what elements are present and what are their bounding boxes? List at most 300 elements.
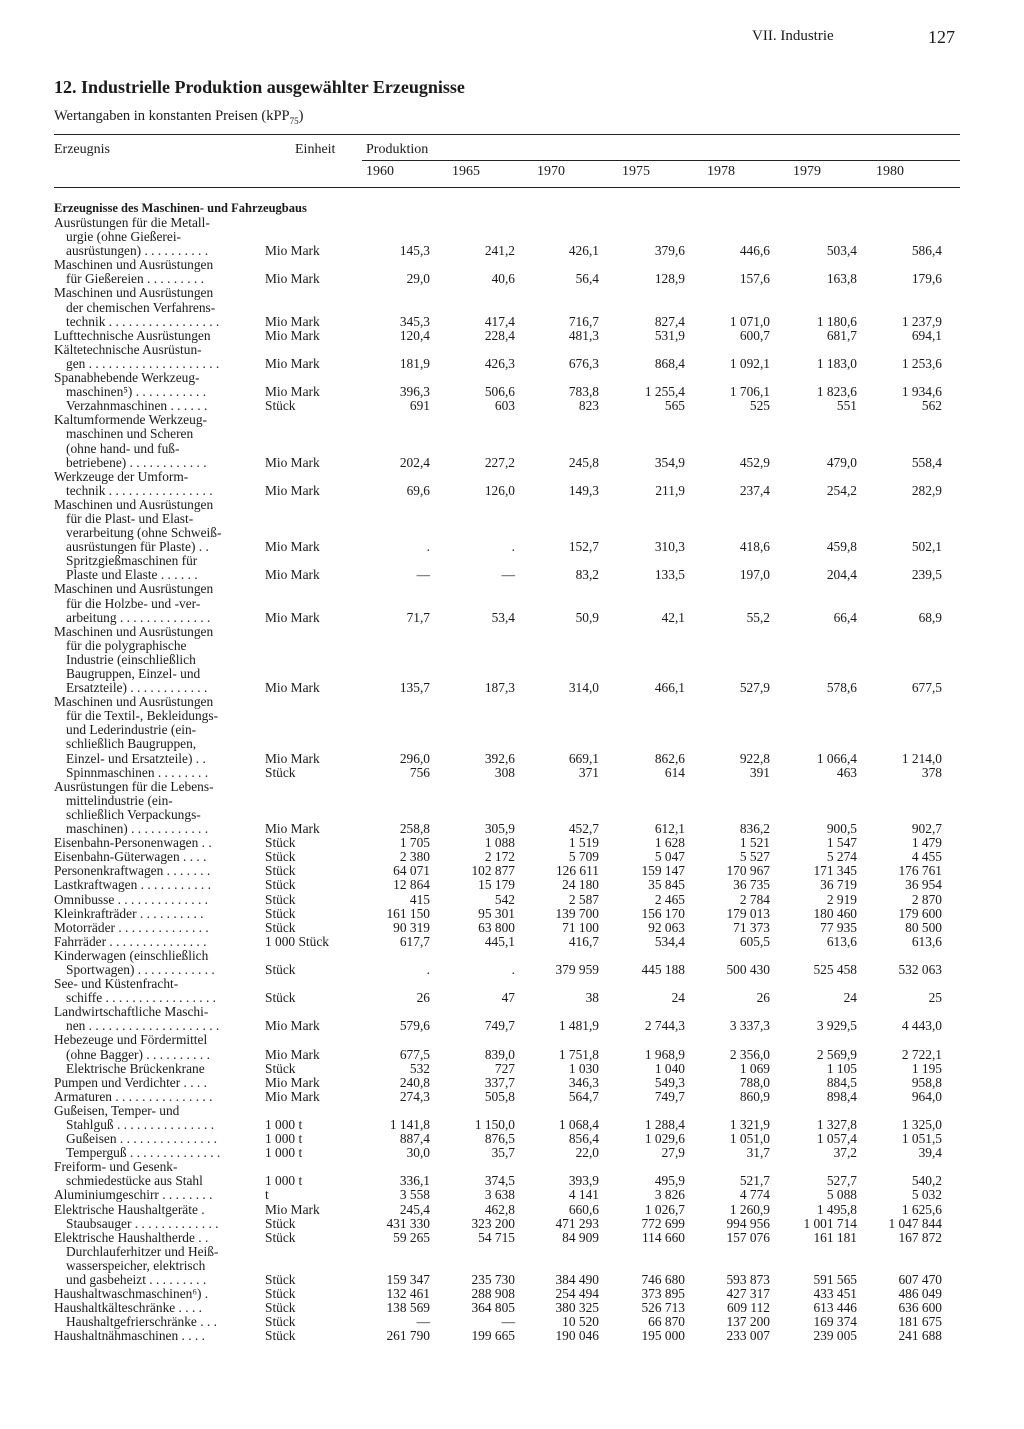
cell-value: 138 569 bbox=[386, 1300, 430, 1316]
row-label: Spanabhebende Werkzeug- bbox=[54, 370, 200, 386]
cell-value: 445 188 bbox=[641, 961, 685, 977]
row-label: Freiform- und Gesenk- bbox=[54, 1159, 178, 1175]
cell-value: 371 bbox=[578, 764, 599, 780]
row-label: schmiedestücke aus Stahl bbox=[66, 1173, 203, 1189]
subtitle-subscript: 75 bbox=[289, 115, 299, 126]
cell-value: 1 030 bbox=[568, 1060, 599, 1076]
cell-value: 83,2 bbox=[575, 567, 599, 583]
table-row bbox=[0, 1301, 1024, 1315]
table-row-continuation bbox=[0, 991, 1024, 1005]
cell-value: 902,7 bbox=[911, 821, 942, 837]
row-label: urgie (ohne Gießerei- bbox=[66, 229, 182, 245]
cell-value: 694,1 bbox=[911, 327, 942, 343]
column-header-product: Erzeugnis bbox=[54, 142, 110, 157]
row-label: Durchlauferhitzer und Heiß- bbox=[66, 1243, 219, 1259]
table-row-continuation bbox=[0, 963, 1024, 977]
year-header: 1965 bbox=[452, 164, 480, 179]
cell-value: 526 713 bbox=[641, 1300, 685, 1316]
cell-value: 169 374 bbox=[813, 1314, 857, 1330]
row-label: Haushaltgefrierschränke . . . bbox=[66, 1314, 217, 1330]
cell-value: 310,3 bbox=[654, 539, 685, 555]
cell-value: 161 181 bbox=[813, 1229, 857, 1245]
row-label: Eisenbahn-Güterwagen . . . . bbox=[54, 849, 207, 865]
cell-value: 163,8 bbox=[826, 271, 857, 287]
row-label: Maschinen und Ausrüstungen bbox=[54, 581, 214, 597]
table-row-continuation bbox=[0, 1174, 1024, 1188]
cell-value: 887,4 bbox=[399, 1131, 430, 1147]
cell-value: 380 325 bbox=[555, 1300, 599, 1316]
cell-value: . bbox=[511, 961, 515, 977]
cell-value: 486 049 bbox=[898, 1286, 942, 1302]
table-row-continuation bbox=[0, 1259, 1024, 1273]
row-label: mittelindustrie (ein- bbox=[66, 792, 173, 808]
cell-value: 1 088 bbox=[484, 835, 515, 851]
row-label: Sportwagen) . . . . . . . . . . . . bbox=[66, 961, 215, 977]
table-row bbox=[0, 1033, 1024, 1047]
cell-value: 25 bbox=[928, 990, 942, 1006]
cell-value: 1 823,6 bbox=[816, 384, 857, 400]
table-row-continuation bbox=[0, 752, 1024, 766]
table-row-continuation bbox=[0, 230, 1024, 244]
cell-value: 4 443,0 bbox=[901, 1018, 942, 1034]
cell-value: 426,3 bbox=[484, 355, 515, 371]
cell-value: 120,4 bbox=[399, 327, 430, 343]
cell-value: 24 bbox=[843, 990, 857, 1006]
cell-value: 4 774 bbox=[739, 1187, 770, 1203]
table-row bbox=[0, 893, 1024, 907]
cell-value: 1 519 bbox=[568, 835, 599, 851]
cell-value: 24 180 bbox=[562, 877, 599, 893]
cell-value: 1 705 bbox=[399, 835, 430, 851]
cell-value: 1 625,6 bbox=[901, 1201, 942, 1217]
cell-value: 179,6 bbox=[911, 271, 942, 287]
cell-value: 15 179 bbox=[478, 877, 515, 893]
cell-value: 392,6 bbox=[484, 750, 515, 766]
row-label: für die Textil-, Bekleidungs- bbox=[66, 708, 219, 724]
row-unit: Mio Mark bbox=[265, 271, 320, 287]
cell-value: 1 040 bbox=[654, 1060, 685, 1076]
row-label: Plaste und Elaste . . . . . . bbox=[66, 567, 198, 583]
table-row-continuation bbox=[0, 456, 1024, 470]
row-unit: 1 000 t bbox=[265, 1131, 303, 1147]
cell-value: 145,3 bbox=[399, 243, 430, 259]
cell-value: 378 bbox=[921, 764, 942, 780]
table-row bbox=[0, 766, 1024, 780]
row-label: verarbeitung (ohne Schweiß- bbox=[66, 525, 222, 541]
cell-value: . bbox=[426, 961, 430, 977]
row-label: für die polygraphische bbox=[66, 637, 187, 653]
cell-value: 308 bbox=[494, 764, 515, 780]
row-unit: Mio Mark bbox=[265, 355, 320, 371]
cell-value: 240,8 bbox=[399, 1074, 430, 1090]
cell-value: 296,0 bbox=[399, 750, 430, 766]
cell-value: 613,6 bbox=[826, 933, 857, 949]
cell-value: 416,7 bbox=[568, 933, 599, 949]
table-row bbox=[0, 582, 1024, 596]
row-unit: Stück bbox=[265, 1314, 296, 1330]
row-label: Maschinen und Ausrüstungen bbox=[54, 623, 214, 639]
row-label: Ausrüstungen für die Lebens- bbox=[54, 778, 214, 794]
cell-value: 540,2 bbox=[911, 1173, 942, 1189]
cell-value: 336,1 bbox=[399, 1173, 430, 1189]
cell-value: 1 481,9 bbox=[558, 1018, 599, 1034]
table-row-continuation bbox=[0, 794, 1024, 808]
cell-value: 636 600 bbox=[898, 1300, 942, 1316]
cell-value: 677,5 bbox=[911, 680, 942, 696]
cell-value: 47 bbox=[501, 990, 515, 1006]
cell-value: 38 bbox=[585, 990, 599, 1006]
row-unit: Stück bbox=[265, 905, 296, 921]
row-unit: 1 000 Stück bbox=[265, 933, 329, 949]
table-row-continuation bbox=[0, 442, 1024, 456]
cell-value: 132 461 bbox=[386, 1286, 430, 1302]
cell-value: 114 660 bbox=[641, 1229, 685, 1245]
cell-value: 364 805 bbox=[471, 1300, 515, 1316]
row-label: Werkzeuge der Umform- bbox=[54, 468, 189, 484]
row-unit: Mio Mark bbox=[265, 384, 320, 400]
cell-value: 900,5 bbox=[826, 821, 857, 837]
row-unit: Mio Mark bbox=[265, 482, 320, 498]
cell-value: . bbox=[511, 539, 515, 555]
table-subtitle bbox=[54, 108, 303, 126]
row-unit: Stück bbox=[265, 764, 296, 780]
cell-value: 71 373 bbox=[733, 919, 770, 935]
table-row-continuation bbox=[0, 709, 1024, 723]
row-label: maschinen⁵) . . . . . . . . . . . bbox=[66, 384, 207, 400]
cell-value: 1 214,0 bbox=[901, 750, 942, 766]
table-row bbox=[0, 470, 1024, 484]
cell-value: 393,9 bbox=[568, 1173, 599, 1189]
cell-value: 2 465 bbox=[654, 891, 685, 907]
cell-value: 36 735 bbox=[733, 877, 770, 893]
cell-value: 235 730 bbox=[471, 1272, 515, 1288]
row-label: Spinnmaschinen . . . . . . . . bbox=[66, 764, 209, 780]
table-title: 12. Industrielle Produktion ausgewählter Erzeugnisse bbox=[54, 77, 465, 97]
table-row-continuation bbox=[0, 737, 1024, 751]
row-label: Verzahnmaschinen . . . . . . bbox=[66, 398, 208, 414]
cell-value: 593 873 bbox=[726, 1272, 770, 1288]
table-row bbox=[0, 1315, 1024, 1329]
cell-value: 374,5 bbox=[484, 1173, 515, 1189]
table-row-continuation bbox=[0, 1273, 1024, 1287]
subtitle-close: ) bbox=[298, 108, 304, 124]
row-label: technik . . . . . . . . . . . . . . . . . bbox=[66, 313, 220, 329]
cell-value: 1 001 714 bbox=[803, 1215, 857, 1231]
cell-value: 102 877 bbox=[471, 863, 515, 879]
cell-value: 245,4 bbox=[399, 1201, 430, 1217]
cell-value: 609 112 bbox=[726, 1300, 770, 1316]
cell-value: 2 919 bbox=[826, 891, 857, 907]
cell-value: 466,1 bbox=[654, 680, 685, 696]
table-row bbox=[0, 1287, 1024, 1301]
cell-value: 135,7 bbox=[399, 680, 430, 696]
cell-value: 181 675 bbox=[898, 1314, 942, 1330]
cell-value: 856,4 bbox=[568, 1131, 599, 1147]
cell-value: 245,8 bbox=[568, 454, 599, 470]
table-row-continuation bbox=[0, 597, 1024, 611]
cell-value: 1 150,0 bbox=[474, 1117, 515, 1132]
table-row bbox=[0, 413, 1024, 427]
cell-value: 204,4 bbox=[826, 567, 857, 583]
year-header: 1980 bbox=[876, 164, 904, 179]
row-label: (ohne Bagger) . . . . . . . . . . bbox=[66, 1046, 210, 1062]
cell-value: 254,2 bbox=[826, 482, 857, 498]
row-unit: Stück bbox=[265, 1215, 296, 1231]
cell-value: 614 bbox=[664, 764, 685, 780]
cell-value: 71,7 bbox=[406, 609, 430, 625]
cell-value: 431 330 bbox=[386, 1215, 430, 1231]
cell-value: 827,4 bbox=[654, 313, 685, 329]
row-label: Maschinen und Ausrüstungen bbox=[54, 257, 214, 273]
cell-value: 179 600 bbox=[898, 905, 942, 921]
cell-value: 607 470 bbox=[898, 1272, 942, 1288]
row-label: Fahrräder . . . . . . . . . . . . . . . bbox=[54, 933, 207, 949]
cell-value: 379 959 bbox=[555, 961, 599, 977]
cell-value: 40,6 bbox=[491, 271, 515, 287]
cell-value: 237,4 bbox=[739, 482, 770, 498]
table-row bbox=[0, 1231, 1024, 1245]
table-row bbox=[0, 1146, 1024, 1160]
cell-value: 2 172 bbox=[484, 849, 515, 865]
cell-value: 77 935 bbox=[820, 919, 857, 935]
column-header-production: Produktion bbox=[366, 142, 429, 157]
table-row-continuation bbox=[0, 484, 1024, 498]
cell-value: 1 068,4 bbox=[558, 1117, 599, 1132]
table-row bbox=[0, 216, 1024, 230]
cell-value: 227,2 bbox=[484, 454, 515, 470]
cell-value: 1 253,6 bbox=[901, 355, 942, 371]
row-label: See- und Küstenfracht- bbox=[54, 976, 179, 992]
cell-value: 2 569,9 bbox=[816, 1046, 857, 1062]
row-unit: 1 000 t bbox=[265, 1117, 303, 1132]
cell-value: 37,2 bbox=[833, 1145, 857, 1161]
row-label: Stahlguß . . . . . . . . . . . . . . . bbox=[66, 1117, 215, 1132]
row-label: Maschinen und Ausrüstungen bbox=[54, 285, 214, 301]
row-unit: Stück bbox=[265, 877, 296, 893]
cell-value: 1 183,0 bbox=[816, 355, 857, 371]
cell-value: 190 046 bbox=[555, 1328, 599, 1344]
row-unit: Stück bbox=[265, 1272, 296, 1288]
cell-value: 288 908 bbox=[471, 1286, 515, 1302]
cell-value: 613 446 bbox=[813, 1300, 857, 1316]
row-unit: Mio Mark bbox=[265, 567, 320, 583]
cell-value: 746 680 bbox=[641, 1272, 685, 1288]
cell-value: 681,7 bbox=[826, 327, 857, 343]
table-row-continuation bbox=[0, 427, 1024, 441]
cell-value: — bbox=[416, 1314, 430, 1330]
cell-value: 836,2 bbox=[739, 821, 770, 837]
row-unit: Stück bbox=[265, 863, 296, 879]
cell-value: 884,5 bbox=[826, 1074, 857, 1090]
table-row-continuation bbox=[0, 822, 1024, 836]
cell-value: 749,7 bbox=[484, 1018, 515, 1034]
cell-value: 1 092,1 bbox=[729, 355, 770, 371]
cell-value: 502,1 bbox=[911, 539, 942, 555]
row-label: Staubsauger . . . . . . . . . . . . . bbox=[66, 1215, 219, 1231]
cell-value: 5 088 bbox=[826, 1187, 857, 1203]
row-label: Ersatzteile) . . . . . . . . . . . . bbox=[66, 680, 208, 696]
table-row bbox=[0, 1217, 1024, 1231]
table-row-continuation bbox=[0, 808, 1024, 822]
table-row bbox=[0, 850, 1024, 864]
row-label: Lufttechnische Ausrüstungen bbox=[54, 327, 211, 343]
cell-value: 26 bbox=[756, 990, 770, 1006]
cell-value: 446,6 bbox=[739, 243, 770, 259]
table-row-continuation bbox=[0, 611, 1024, 625]
cell-value: 126 611 bbox=[555, 863, 599, 879]
row-label: gen . . . . . . . . . . . . . . . . . . . . bbox=[66, 355, 220, 371]
row-label: Kältetechnische Ausrüstun- bbox=[54, 341, 202, 357]
cell-value: 126,0 bbox=[484, 482, 515, 498]
cell-value: 84 909 bbox=[562, 1229, 599, 1245]
cell-value: 591 565 bbox=[813, 1272, 857, 1288]
table-row bbox=[0, 329, 1024, 343]
cell-value: 314,0 bbox=[568, 680, 599, 696]
row-label: für Gießereien . . . . . . . . . bbox=[66, 271, 204, 287]
row-label: arbeitung . . . . . . . . . . . . . . bbox=[66, 609, 211, 625]
cell-value: 31,7 bbox=[746, 1145, 770, 1161]
year-header: 1979 bbox=[793, 164, 821, 179]
cell-value: 603 bbox=[494, 398, 515, 414]
cell-value: 463 bbox=[836, 764, 857, 780]
cell-value: 55,2 bbox=[746, 609, 770, 625]
cell-value: 2 784 bbox=[739, 891, 770, 907]
cell-value: 1 057,4 bbox=[816, 1131, 857, 1147]
row-label: Elektrische Haushaltherde . . bbox=[54, 1229, 209, 1245]
cell-value: 427 317 bbox=[726, 1286, 770, 1302]
cell-value: 139 700 bbox=[555, 905, 599, 921]
row-unit: Stück bbox=[265, 1328, 296, 1344]
table-row bbox=[0, 399, 1024, 413]
cell-value: 876,5 bbox=[484, 1131, 515, 1147]
cell-value: 579,6 bbox=[399, 1018, 430, 1034]
table-row-continuation bbox=[0, 512, 1024, 526]
cell-value: 2 380 bbox=[399, 849, 430, 865]
cell-value: 323 200 bbox=[471, 1215, 515, 1231]
cell-value: 4 455 bbox=[911, 849, 942, 865]
row-label: Temperguß . . . . . . . . . . . . . . bbox=[66, 1145, 221, 1161]
row-label: Haushaltwaschmaschinen⁶) . bbox=[54, 1286, 209, 1302]
cell-value: 1 628 bbox=[654, 835, 685, 851]
table-row bbox=[0, 1203, 1024, 1217]
row-unit: Stück bbox=[265, 1229, 296, 1245]
cell-value: 274,3 bbox=[399, 1088, 430, 1104]
cell-value: — bbox=[501, 1314, 515, 1330]
cell-value: 676,3 bbox=[568, 355, 599, 371]
cell-value: 417,4 bbox=[484, 313, 515, 329]
cell-value: 39,4 bbox=[918, 1145, 942, 1161]
page-number: 127 bbox=[928, 27, 955, 47]
row-label: Haushaltnähmaschinen . . . . bbox=[54, 1328, 205, 1344]
cell-value: 788,0 bbox=[739, 1074, 770, 1090]
table-row bbox=[0, 907, 1024, 921]
row-label: Kaltumformende Werkzeug- bbox=[54, 412, 207, 428]
table-row bbox=[0, 1076, 1024, 1090]
cell-value: 418,6 bbox=[739, 539, 770, 555]
cell-value: 3 826 bbox=[654, 1187, 685, 1203]
cell-value: 171 345 bbox=[813, 863, 857, 879]
cell-value: 1 066,4 bbox=[816, 750, 857, 766]
cell-value: 59 265 bbox=[393, 1229, 430, 1245]
table-row bbox=[0, 554, 1024, 568]
row-label: schiffe . . . . . . . . . . . . . . . . . bbox=[66, 990, 217, 1006]
table-row bbox=[0, 343, 1024, 357]
data-table-body bbox=[0, 216, 1024, 1344]
cell-value: 181,9 bbox=[399, 355, 430, 371]
cell-value: 195 000 bbox=[641, 1328, 685, 1344]
cell-value: 239 005 bbox=[813, 1328, 857, 1344]
cell-value: 1 321,9 bbox=[729, 1117, 770, 1132]
cell-value: 898,4 bbox=[826, 1088, 857, 1104]
row-label: maschinen) . . . . . . . . . . . . bbox=[66, 821, 209, 837]
row-unit: Mio Mark bbox=[265, 1046, 320, 1062]
table-row-continuation bbox=[0, 315, 1024, 329]
cell-value: 1 327,8 bbox=[816, 1117, 857, 1132]
cell-value: 727 bbox=[494, 1060, 515, 1076]
cell-value: 1 325,0 bbox=[901, 1117, 942, 1132]
table-row bbox=[0, 949, 1024, 963]
year-header: 1970 bbox=[537, 164, 565, 179]
cell-value: 1 255,4 bbox=[644, 384, 685, 400]
cell-value: 565 bbox=[664, 398, 685, 414]
cell-value: 42,1 bbox=[661, 609, 685, 625]
cell-value: 373 895 bbox=[641, 1286, 685, 1302]
row-unit: Stück bbox=[265, 849, 296, 865]
cell-value: 176 761 bbox=[898, 863, 942, 879]
table-row bbox=[0, 498, 1024, 512]
cell-value: 10 520 bbox=[562, 1314, 599, 1330]
row-unit: Stück bbox=[265, 1060, 296, 1076]
cell-value: 354,9 bbox=[654, 454, 685, 470]
cell-value: 282,9 bbox=[911, 482, 942, 498]
row-label: schließlich Verpackungs- bbox=[66, 806, 201, 822]
cell-value: 66,4 bbox=[833, 609, 857, 625]
cell-value: 157 076 bbox=[726, 1229, 770, 1245]
cell-value: 1 069 bbox=[739, 1060, 770, 1076]
cell-value: 445,1 bbox=[484, 933, 515, 949]
cell-value: 452,7 bbox=[568, 821, 599, 837]
cell-value: 823 bbox=[578, 398, 599, 414]
cell-value: 167 872 bbox=[898, 1229, 942, 1245]
cell-value: 1 195 bbox=[911, 1060, 942, 1076]
table-row bbox=[0, 878, 1024, 892]
cell-value: 228,4 bbox=[484, 327, 515, 343]
row-label: (ohne hand- und fuß- bbox=[66, 440, 180, 456]
cell-value: — bbox=[416, 567, 430, 583]
cell-value: 261 790 bbox=[386, 1328, 430, 1344]
cell-value: 1 029,6 bbox=[644, 1131, 685, 1147]
cell-value: 716,7 bbox=[568, 313, 599, 329]
table-row-continuation bbox=[0, 385, 1024, 399]
cell-value: 600,7 bbox=[739, 327, 770, 343]
cell-value: 3 929,5 bbox=[816, 1018, 857, 1034]
cell-value: 479,0 bbox=[826, 454, 857, 470]
row-label: schließlich Baugruppen, bbox=[66, 736, 197, 752]
cell-value: 305,9 bbox=[484, 821, 515, 837]
cell-value: 1 051,0 bbox=[729, 1131, 770, 1147]
cell-value: 1 495,8 bbox=[816, 1201, 857, 1217]
cell-value: 612,1 bbox=[654, 821, 685, 837]
cell-value: 527,7 bbox=[826, 1173, 857, 1189]
cell-value: 677,5 bbox=[399, 1046, 430, 1062]
cell-value: 254 494 bbox=[555, 1286, 599, 1302]
table-row bbox=[0, 836, 1024, 850]
year-header: 1960 bbox=[366, 164, 394, 179]
cell-value: 35 845 bbox=[648, 877, 685, 893]
cell-value: 54 715 bbox=[478, 1229, 515, 1245]
table-row bbox=[0, 695, 1024, 709]
cell-value: 68,9 bbox=[918, 609, 942, 625]
